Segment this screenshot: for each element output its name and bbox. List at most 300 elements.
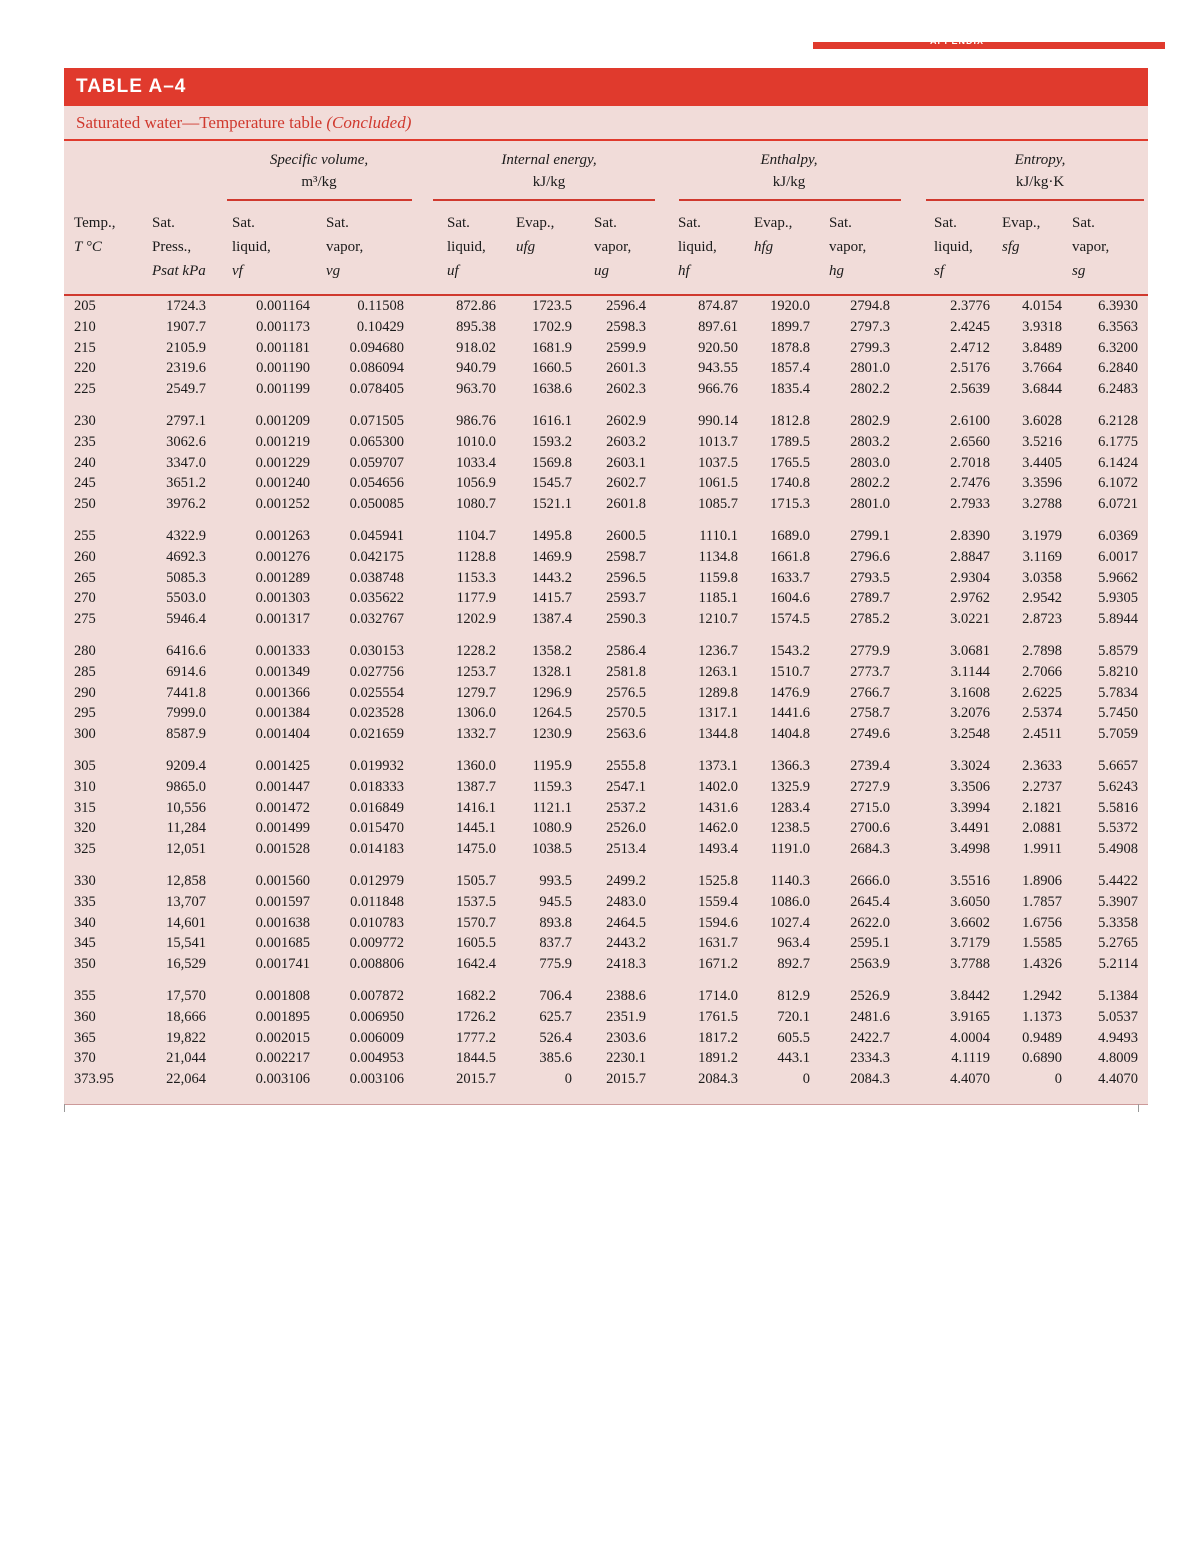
table-cell: 6.0721 — [1098, 496, 1138, 513]
table-cell: 1605.5 — [456, 935, 496, 952]
table-cell: 1475.0 — [456, 841, 496, 858]
table-cell: 897.61 — [698, 318, 738, 335]
table-cell: 3651.2 — [166, 475, 206, 492]
table-cell: 625.7 — [539, 1008, 572, 1025]
table-cell: 1671.2 — [698, 956, 738, 973]
table-cell: 335 — [74, 893, 96, 910]
table-cell: 10,556 — [166, 799, 206, 816]
table-cell: 1344.8 — [698, 726, 738, 743]
table-cell: 2794.8 — [850, 298, 890, 314]
table-cell: 2570.5 — [606, 705, 646, 722]
table-cell: 0.025554 — [349, 684, 404, 701]
table-cell: 3.6844 — [1022, 381, 1062, 398]
table-cell: 1140.3 — [770, 873, 810, 889]
table-cell: 2773.7 — [850, 663, 890, 680]
column-header-line: Sat. — [326, 215, 349, 231]
table-cell: 1195.9 — [532, 758, 572, 774]
table-cell: 1593.2 — [532, 433, 572, 450]
table-cell: 1493.4 — [698, 841, 738, 858]
table-cell: 2499.2 — [606, 873, 646, 889]
table-cell: 5.5816 — [1098, 799, 1138, 816]
column-header-line: Sat. — [594, 215, 617, 231]
table-cell: 2105.9 — [166, 339, 206, 356]
column-header-line: Sat. — [447, 215, 470, 231]
table-cell: 6.1775 — [1098, 433, 1138, 450]
group-rule — [227, 199, 412, 201]
table-cell: 2084.3 — [850, 1071, 890, 1088]
table-cell: 2.1821 — [1022, 799, 1062, 816]
table-cell: 1525.8 — [698, 873, 738, 889]
table-cell: 1010.0 — [456, 433, 496, 450]
table-cell: 315 — [74, 799, 96, 816]
table-cell: 5.5372 — [1098, 820, 1138, 837]
table-cell: 385.6 — [539, 1050, 572, 1067]
table-cell: 0.001317 — [255, 611, 310, 628]
table-cell: 1574.5 — [770, 611, 810, 628]
table-cell: 2739.4 — [850, 758, 890, 774]
table-cell: 0.001190 — [256, 360, 310, 377]
table-cell: 3.8489 — [1022, 339, 1062, 356]
table-cell: 1027.4 — [770, 914, 810, 931]
table-cell: 1.4326 — [1022, 956, 1062, 973]
table-cell: 4.4070 — [950, 1071, 990, 1088]
table-cell: 2.7066 — [1022, 663, 1062, 680]
table-cell: 18,666 — [166, 1008, 206, 1025]
column-header — [829, 211, 866, 283]
table-cell: 1462.0 — [698, 820, 738, 837]
table-cell: 320 — [74, 820, 96, 837]
table-cell: 2803.0 — [850, 454, 890, 471]
table-cell: 3.3994 — [950, 799, 990, 816]
table-cell: 3.1608 — [950, 684, 990, 701]
table-cell: 0.045941 — [349, 528, 404, 544]
column-header-line: Sat. — [232, 215, 255, 231]
table-cell: 4.1119 — [951, 1050, 990, 1067]
table-cell: 3.2788 — [1022, 496, 1062, 513]
column-header-line: vapor, — [1072, 239, 1110, 255]
table-cell: 265 — [74, 569, 96, 586]
table-cell: 3.8442 — [950, 988, 990, 1004]
table-cell: 1238.5 — [770, 820, 810, 837]
table-cell: 225 — [74, 381, 96, 398]
table-cell: 1761.5 — [698, 1008, 738, 1025]
table-cell: 1835.4 — [770, 381, 810, 398]
column-header-line: Evap., — [1002, 215, 1041, 231]
table-cell: 1445.1 — [456, 820, 496, 837]
table-cell: 0.001303 — [255, 590, 310, 607]
table-cell: 3.7179 — [950, 935, 990, 952]
table-cell: 2.9304 — [950, 569, 990, 586]
table-cell: 1.8906 — [1022, 873, 1062, 889]
table-cell: 2015.7 — [606, 1071, 646, 1088]
table-cell: 1279.7 — [456, 684, 496, 701]
table-cell: 706.4 — [539, 988, 572, 1004]
table-cell: 1878.8 — [770, 339, 810, 356]
table-cell: 5.7059 — [1098, 726, 1138, 743]
table-cell: 0.001263 — [255, 528, 310, 544]
table-cell: 0.042175 — [349, 548, 404, 565]
steam-table — [64, 141, 1148, 1105]
table-cell: 1740.8 — [770, 475, 810, 492]
table-cell: 0.001808 — [255, 988, 310, 1004]
table-cell: 2.2737 — [1022, 778, 1062, 795]
table-cell: 0.001425 — [255, 758, 310, 774]
table-cell: 0.001366 — [255, 684, 310, 701]
table-cell: 2.7476 — [950, 475, 990, 492]
table-cell: 3.0221 — [950, 611, 990, 628]
column-header-line: vapor, — [829, 239, 867, 255]
table-cell: 0 — [1054, 1071, 1062, 1088]
table-cell: 3.4491 — [950, 820, 990, 837]
group-header-enthalpy — [684, 149, 894, 193]
table-cell: 0.001384 — [255, 705, 310, 722]
table-cell: 1128.8 — [456, 548, 496, 565]
table-cell: 2.3633 — [1022, 758, 1062, 774]
table-cell: 1570.7 — [456, 914, 496, 931]
table-cell: 0.023528 — [349, 705, 404, 722]
table-cell: 5085.3 — [166, 569, 206, 586]
table-cell: 0.002217 — [255, 1050, 310, 1067]
table-cell: 2596.5 — [606, 569, 646, 586]
table-cell: 6.1072 — [1098, 475, 1138, 492]
table-cell: 1228.2 — [456, 643, 496, 659]
table-cell: 0.021659 — [349, 726, 404, 743]
column-header-line: vf — [232, 263, 243, 279]
table-cell: 2789.7 — [850, 590, 890, 607]
table-cell: 1373.1 — [698, 758, 738, 774]
table-cell: 2602.7 — [606, 475, 646, 492]
table-cell: 3.9318 — [1022, 318, 1062, 335]
table-cell: 0.001597 — [255, 893, 310, 910]
table-cell: 2.6560 — [950, 433, 990, 450]
table-cell: 3.0358 — [1022, 569, 1062, 586]
table-cell: 1110.1 — [699, 528, 738, 544]
table-cell: 0.001404 — [255, 726, 310, 743]
table-cell: 3.2548 — [950, 726, 990, 743]
column-header-line: sg — [1072, 263, 1086, 279]
table-cell: 1061.5 — [698, 475, 738, 492]
table-cell: 1441.6 — [770, 705, 810, 722]
table-cell: 2.5176 — [950, 360, 990, 377]
table-cell: 3.4405 — [1022, 454, 1062, 471]
table-cell: 2598.7 — [606, 548, 646, 565]
table-cell: 1899.7 — [770, 318, 810, 335]
table-cell: 2802.2 — [850, 475, 890, 492]
table-cell: 345 — [74, 935, 96, 952]
group-title: Enthalpy, — [760, 152, 818, 168]
table-cell: 3.4998 — [950, 841, 990, 858]
table-cell: 1777.2 — [456, 1029, 496, 1046]
table-cell: 5.9662 — [1098, 569, 1138, 586]
table-cell: 2547.1 — [606, 778, 646, 795]
table-cell: 1510.7 — [770, 663, 810, 680]
column-header-line: liquid, — [934, 239, 973, 255]
table-cell: 11,284 — [166, 820, 206, 837]
table-cell: 2526.9 — [850, 988, 890, 1004]
table-cell: 5503.0 — [166, 590, 206, 607]
table-cell: 2513.4 — [606, 841, 646, 858]
table-cell: 2.0881 — [1022, 820, 1062, 837]
table-cell: 17,570 — [166, 988, 206, 1004]
table-cell: 940.79 — [456, 360, 496, 377]
table-cell: 2.4712 — [950, 339, 990, 356]
table-cell: 0.016849 — [349, 799, 404, 816]
table-cell: 2351.9 — [606, 1008, 646, 1025]
table-cell: 2526.0 — [606, 820, 646, 837]
table-cell: 1.1373 — [1022, 1008, 1062, 1025]
table-cell: 0.065300 — [349, 433, 404, 450]
table-cell: 2595.1 — [850, 935, 890, 952]
table-cell: 5.2765 — [1098, 935, 1138, 952]
table-cell: 0.001252 — [255, 496, 310, 513]
table-cell: 5.8210 — [1098, 663, 1138, 680]
table-cell: 12,051 — [166, 841, 206, 858]
table-cell: 5.7834 — [1098, 684, 1138, 701]
table-cell: 15,541 — [166, 935, 206, 952]
table-cell: 1812.8 — [770, 413, 810, 429]
table-cell: 1038.5 — [532, 841, 572, 858]
table-cell: 2.8390 — [950, 528, 990, 544]
table-cell: 0.078405 — [349, 381, 404, 398]
column-header-line: Sat. — [152, 215, 175, 231]
table-cell: 1415.7 — [532, 590, 572, 607]
table-cell: 3976.2 — [166, 496, 206, 513]
table-cell: 215 — [74, 339, 96, 356]
table-cell: 1505.7 — [456, 873, 496, 889]
group-title: Entropy, — [1014, 152, 1066, 168]
table-cell: 1920.0 — [770, 298, 810, 314]
table-cell: 1521.1 — [532, 496, 572, 513]
column-header-line: Sat. — [1072, 215, 1095, 231]
table-cell: 1360.0 — [456, 758, 496, 774]
table-cell: 2601.8 — [606, 496, 646, 513]
table-cell: 2015.7 — [456, 1071, 496, 1088]
table-cell: 1328.1 — [532, 663, 572, 680]
table-cell: 2.8723 — [1022, 611, 1062, 628]
table-cell: 1569.8 — [532, 454, 572, 471]
table-cell: 4.0154 — [1022, 298, 1062, 314]
table-cell: 2797.1 — [166, 413, 206, 429]
table-cell: 0.014183 — [349, 841, 404, 858]
table-cell: 2645.4 — [850, 893, 890, 910]
table-cell: 1537.5 — [456, 893, 496, 910]
table-cell: 305 — [74, 758, 96, 774]
table-cell: 3.7788 — [950, 956, 990, 973]
table-cell: 3.6050 — [950, 893, 990, 910]
table-cell: 0.001289 — [255, 569, 310, 586]
table-cell: 4.8009 — [1098, 1050, 1138, 1067]
table-cell: 1210.7 — [698, 611, 738, 628]
table-cell: 2600.5 — [606, 528, 646, 544]
table-cell: 2.6100 — [950, 413, 990, 429]
table-cell: 3.7664 — [1022, 360, 1062, 377]
table-cell: 270 — [74, 590, 96, 607]
table-cell: 2.4511 — [1022, 726, 1062, 743]
table-cell: 892.7 — [777, 956, 810, 973]
table-cell: 1296.9 — [532, 684, 572, 701]
table-cell: 2666.0 — [850, 873, 890, 889]
table-cell: 3.2076 — [950, 705, 990, 722]
group-unit: m³/kg — [301, 174, 337, 190]
table-cell: 2684.3 — [850, 841, 890, 858]
table-cell: 1404.8 — [770, 726, 810, 743]
table-cell: 5.8944 — [1098, 611, 1138, 628]
column-header-line: vapor, — [594, 239, 632, 255]
table-cell: 775.9 — [539, 956, 572, 973]
table-cell: 0.006009 — [349, 1029, 404, 1046]
table-cell: 2549.7 — [166, 381, 206, 398]
table-cell: 2.7898 — [1022, 643, 1062, 659]
table-cell: 1907.7 — [166, 318, 206, 335]
table-cell: 6.3563 — [1098, 318, 1138, 335]
column-header-line: sf — [934, 263, 945, 279]
table-cell: 5946.4 — [166, 611, 206, 628]
table-cell: 1230.9 — [532, 726, 572, 743]
table-cell: 2537.2 — [606, 799, 646, 816]
table-cell: 0.9489 — [1022, 1029, 1062, 1046]
table-cell: 2230.1 — [606, 1050, 646, 1067]
table-cell: 2758.7 — [850, 705, 890, 722]
table-cell: 0.071505 — [349, 413, 404, 429]
table-cell: 5.4908 — [1098, 841, 1138, 858]
column-header — [326, 211, 363, 283]
table-cell: 2603.2 — [606, 433, 646, 450]
table-cell: 16,529 — [166, 956, 206, 973]
table-cell: 245 — [74, 475, 96, 492]
group-rule — [433, 199, 655, 201]
table-cell: 2700.6 — [850, 820, 890, 837]
column-header-line: ufg — [516, 239, 536, 255]
table-cell: 2622.0 — [850, 914, 890, 931]
table-cell: 1724.3 — [166, 298, 206, 314]
group-header-entropy — [944, 149, 1136, 193]
table-cell: 22,064 — [166, 1071, 206, 1088]
table-cell: 2796.6 — [850, 548, 890, 565]
table-cell: 1431.6 — [698, 799, 738, 816]
table-cell: 1545.7 — [532, 475, 572, 492]
column-header-line: sfg — [1002, 239, 1020, 255]
table-cell: 2481.6 — [850, 1008, 890, 1025]
table-cell: 0.11508 — [357, 298, 404, 314]
table-cell: 2715.0 — [850, 799, 890, 816]
table-cell: 0.010783 — [349, 914, 404, 931]
column-header-line: Sat. — [934, 215, 957, 231]
table-cell: 4.4070 — [1098, 1071, 1138, 1088]
table-cell: 1.5585 — [1022, 935, 1062, 952]
table-subtitle — [76, 113, 411, 133]
table-cell: 2.9762 — [950, 590, 990, 607]
table-cell: 2599.9 — [606, 339, 646, 356]
table-cell: 6.2483 — [1098, 381, 1138, 398]
table-cell: 6.0017 — [1098, 548, 1138, 565]
table-cell: 1177.9 — [456, 590, 496, 607]
table-cell: 720.1 — [777, 1008, 810, 1025]
table-cell: 2303.6 — [606, 1029, 646, 1046]
table-cell: 0.001229 — [255, 454, 310, 471]
table-cell: 0.059707 — [349, 454, 404, 471]
table-cell: 350 — [74, 956, 96, 973]
table-cell: 0.001240 — [255, 475, 310, 492]
table-cell: 2.5374 — [1022, 705, 1062, 722]
table-cell: 1476.9 — [770, 684, 810, 701]
column-header-line: liquid, — [678, 239, 717, 255]
table-cell: 1387.7 — [456, 778, 496, 795]
table-cell: 8587.9 — [166, 726, 206, 743]
table-cell: 3.5516 — [950, 873, 990, 889]
column-header-line: Evap., — [516, 215, 555, 231]
table-cell: 0.001164 — [256, 298, 310, 314]
table-cell: 963.4 — [777, 935, 810, 952]
column-header — [232, 211, 271, 283]
table-cell: 0.038748 — [349, 569, 404, 586]
table-cell: 2.3776 — [950, 298, 990, 314]
table-cell: 1236.7 — [698, 643, 738, 659]
table-cell: 0.001199 — [256, 381, 310, 398]
table-cell: 1604.6 — [770, 590, 810, 607]
table-cell: 1543.2 — [770, 643, 810, 659]
table-cell: 370 — [74, 1050, 96, 1067]
group-rule — [926, 199, 1144, 201]
column-header — [678, 211, 717, 283]
table-cell: 3.3596 — [1022, 475, 1062, 492]
table-cell: 443.1 — [777, 1050, 810, 1067]
table-cell: 963.70 — [456, 381, 496, 398]
header-rule — [64, 294, 1148, 296]
table-cell: 2319.6 — [166, 360, 206, 377]
table-cell: 918.02 — [456, 339, 496, 356]
table-cell: 2.6225 — [1022, 684, 1062, 701]
table-cell: 0.015470 — [349, 820, 404, 837]
table-cell: 0.032767 — [349, 611, 404, 628]
table-cell: 0.050085 — [349, 496, 404, 513]
table-cell: 355 — [74, 988, 96, 1004]
table-cell: 1080.7 — [456, 496, 496, 513]
table-cell: 1559.4 — [698, 893, 738, 910]
group-header-internal-energy — [444, 149, 654, 193]
table-cell: 3.3506 — [950, 778, 990, 795]
table-cell: 373.95 — [74, 1071, 114, 1088]
table-cell: 2801.0 — [850, 496, 890, 513]
table-cell: 1325.9 — [770, 778, 810, 795]
table-cell: 2334.3 — [850, 1050, 890, 1067]
table-cell: 3.6028 — [1022, 413, 1062, 429]
table-cell: 2084.3 — [698, 1071, 738, 1088]
group-header-specific-volume — [224, 149, 414, 193]
table-cell: 2576.5 — [606, 684, 646, 701]
table-cell: 2422.7 — [850, 1029, 890, 1046]
table-cell: 360 — [74, 1008, 96, 1025]
table-cell: 2.7018 — [950, 454, 990, 471]
table-cell: 0.006950 — [349, 1008, 404, 1025]
table-cell: 9865.0 — [166, 778, 206, 795]
table-cell: 0.10429 — [356, 318, 404, 335]
table-cell: 920.50 — [698, 339, 738, 356]
table-cell: 2598.3 — [606, 318, 646, 335]
column-header-line: Psat kPa — [152, 263, 206, 279]
table-cell: 3.5216 — [1022, 433, 1062, 450]
table-cell: 4692.3 — [166, 548, 206, 565]
table-cell: 605.5 — [777, 1029, 810, 1046]
table-cell: 1159.8 — [698, 569, 738, 586]
table-cell: 1789.5 — [770, 433, 810, 450]
table-cell: 874.87 — [698, 298, 738, 314]
table-cell: 1660.5 — [532, 360, 572, 377]
column-header — [1072, 211, 1109, 283]
table-cell: 0.001741 — [255, 956, 310, 973]
table-cell: 1202.9 — [456, 611, 496, 628]
table-cell: 6.3930 — [1098, 298, 1138, 314]
table-cell: 2555.8 — [606, 758, 646, 774]
